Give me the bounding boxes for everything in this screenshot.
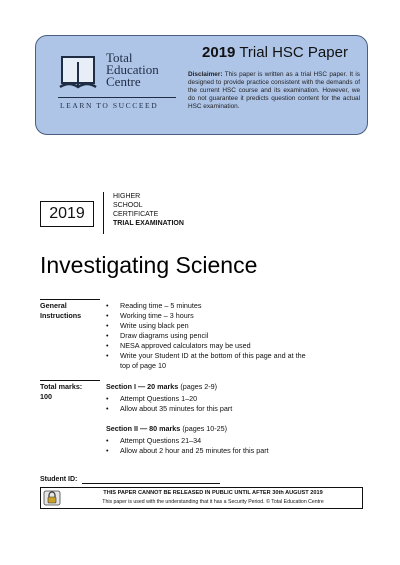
- banner-title: [190, 44, 360, 61]
- subject-title: Investigating Science: [40, 252, 258, 278]
- logo-divider: [58, 97, 176, 98]
- section-1: [106, 382, 366, 414]
- section-2-heading: Section II — 80 marks (pages 10-25): [106, 424, 228, 433]
- instruction-item: • Write using black pen: [106, 321, 366, 331]
- tec-logo: [48, 46, 188, 130]
- instruction-item: • Write your Student ID at the bottom of this page and at the: [106, 351, 366, 361]
- general-instructions-label: General Instructions: [40, 301, 82, 320]
- section-2-item: • Attempt Questions 21–34: [106, 436, 366, 446]
- disclaimer: [188, 71, 360, 111]
- security-period-notice: This paper is used with the understanding that it has a Security Period. © Total Education Centre: [102, 499, 324, 505]
- section-1-heading: Section I — 20 marks (pages 2-9): [106, 382, 218, 391]
- general-rule: [40, 299, 100, 300]
- disclaimer-text: This paper is written as a trial HSC paper. It is designed to provide practice consistent with the demands of the current HSC course and its examination. However, we do not guarantee it predicts question content for the actual HSC examination.: [188, 71, 360, 110]
- instruction-item: • Reading time – 5 minutes: [106, 301, 366, 311]
- section-2: [106, 424, 366, 456]
- disclaimer-label: Disclaimer:: [188, 71, 223, 78]
- marks-rule: [40, 380, 100, 381]
- instruction-item: • Draw diagrams using pencil: [106, 331, 366, 341]
- trial-examination-label: TRIAL EXAMINATION: [113, 220, 184, 227]
- instruction-item-continued: top of page 10: [120, 361, 166, 370]
- student-id-field[interactable]: [82, 483, 220, 484]
- instruction-item: • NESA approved calculators may be used: [106, 341, 366, 351]
- open-book-icon: [58, 54, 98, 94]
- header-banner: [35, 35, 368, 135]
- instruction-item: • Working time – 3 hours: [106, 311, 366, 321]
- logo-wordmark: Total Education Centre: [106, 50, 159, 89]
- cert-line-2: SCHOOL: [113, 202, 143, 209]
- cert-line-3: CERTIFICATE: [113, 211, 159, 218]
- heading-divider: [103, 192, 104, 234]
- total-marks-label: Total marks: 100: [40, 382, 83, 401]
- student-id-label: Student ID:: [40, 476, 78, 483]
- exam-year-box: 2019: [40, 201, 94, 227]
- cert-line-1: HIGHER: [113, 193, 141, 200]
- release-notice: [40, 487, 363, 509]
- section-1-item: • Attempt Questions 1–20: [106, 394, 366, 404]
- section-1-item: • Allow about 35 minutes for this part: [106, 404, 366, 414]
- certificate-label: [113, 192, 184, 228]
- padlock-icon: [43, 490, 61, 506]
- logo-tagline: LEARN TO SUCCEED: [60, 101, 159, 110]
- total-marks-value: 100: [40, 392, 52, 401]
- section-2-item: • Allow about 2 hour and 25 minutes for this part: [106, 446, 366, 456]
- general-instructions: [106, 301, 366, 371]
- release-date-notice: THIS PAPER CANNOT BE RELEASED IN PUBLIC UNTIL AFTER 30th AUGUST 2019: [103, 490, 323, 496]
- banner-title-text: Trial HSC Paper: [239, 44, 348, 61]
- banner-year: 2019: [202, 44, 236, 61]
